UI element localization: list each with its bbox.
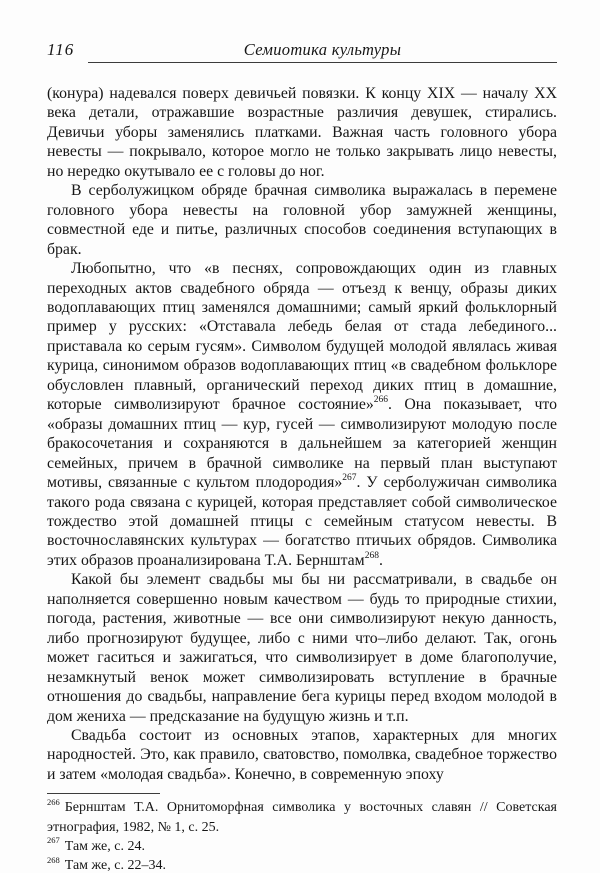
footnotes (47, 798, 557, 873)
paragraph: Свадьба состоит из основных этапов, характерных для многих народностей. Это, как правило, сватовство, помолвка, свадебное торжество и затем «молодая свадьба». Конечно, в современную эпоху (47, 726, 557, 783)
footnote: $^{268}$ Там же, с. 22–34. (47, 854, 166, 873)
paragraph: В серболужицком обряде брачная символика выражалась в перемене головного убора невесты на головной убор замужней женщины, совместной еде и питье, различных способов соединения вступающих в брак. (47, 182, 557, 258)
page-header (47, 38, 557, 62)
footnote-ref: 268 (364, 550, 379, 561)
footnote: $^{266}$ Бернштам Т.А. Орнитоморфная символика у восточных славян // Советская этнография, 1982, № 1, с. 25. (47, 796, 557, 835)
body-text (47, 84, 557, 784)
paragraph: Какой бы элемент свадьбы мы бы ни рассматривали, в свадьбе он наполняется совершенно новым качеством — будь то природные стихии, погода, растения, животные — все они символизируют некую данность, либо прогнозируют будущее, либо с ними что–либо делают. Так, огонь может гаситься и зажигаться, что символизирует в доме благополучие, незамкнутый венок может символизировать вступление в брачные отношения до свадьбы, направление бега курицы перед входом молодой в дом жениха — предсказание на будущую жизнь и т.п. (47, 571, 557, 725)
footnote-ref: 266 (373, 394, 389, 405)
footnote: $^{267}$ Там же, с. 24. (47, 835, 145, 854)
running-title: Семиотика культуры (243, 40, 402, 59)
footnote-marker: 266 (47, 796, 60, 807)
footnote-rule (47, 793, 160, 794)
footnote-marker: 268 (47, 854, 60, 865)
paragraph: (конура) надевался поверх девичьей повязки. К концу XIX — началу XX века детали, отражавшие возрастные различия девушек, стирались. Девичьи уборы заменялись платками. Важная часть головного убора невесты — покрывало, которое могло не только закрывать лицо невесты, но нередко окутывало ее с головы до ног. (47, 85, 557, 180)
paragraph: Любопытно, что «в песнях, сопровождающих один из главных переходных актов свадебного обряда — отъезд к венцу, образы диких водоплавающих птиц заменялся домашними; самый яркий фольклорный пример у русских: «Отставала лебедь белая от стада лебединого... приставала ко серым гусям». Символом будущей молодой являлась живая курица, синонимом образов водоплавающих птиц «в свадебном фольклоре обусловлен плавный, органический переход диких птиц в домашние, которые символизируют брачное состояние»$^{266}$. Она показывает, что «образы домашних птиц — кур, гусей — символизируют молодую после бракосочетания и сохраняются в дальнейшем за категорией женщин семейных, причем в брачной символике на первый план выступают мотивы, связанные с культом плодородия»$^{267}$. У серболужичан символика такого рода связана с курицей, которая представляет собой символическое тождество этой домашней птицы с семейным статусом невесты. В восточнославянских культурах — богатство птичьих обрядов. Символика этих образов проанализирована Т.А. Бернштам$^{268}$. (47, 260, 557, 569)
footnote-ref: 267 (342, 472, 357, 483)
header-rule (88, 62, 557, 63)
footnote-marker: 267 (47, 835, 60, 846)
page-number: 116 (47, 40, 75, 59)
